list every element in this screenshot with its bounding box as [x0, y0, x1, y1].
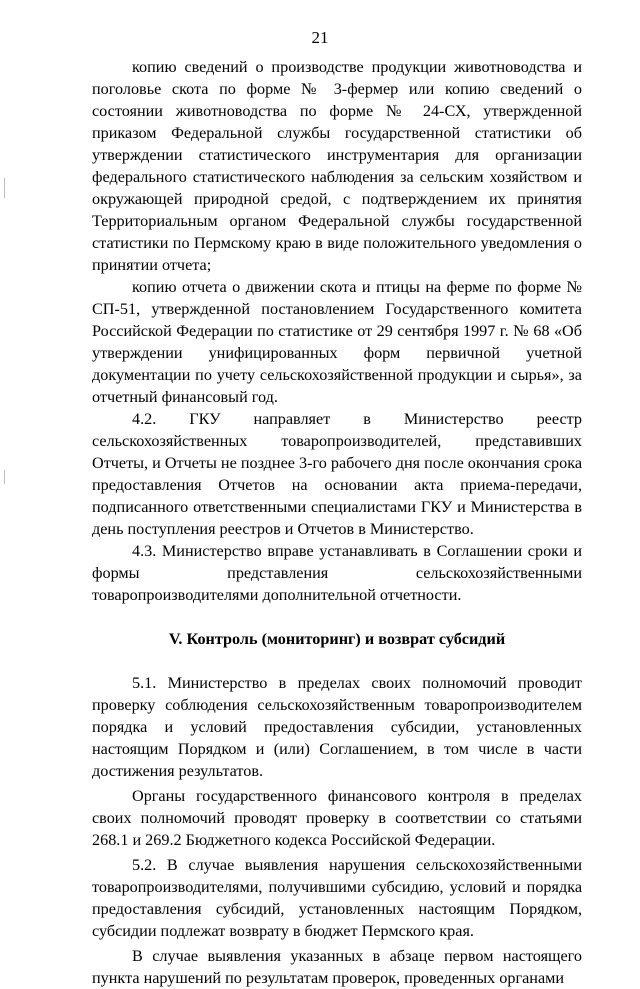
paragraph-livestock-movement-report: копию отчета о движении скота и птицы на ферме по форме № СП-51, утвержденной постановлением Государственного комитета Российской Федерации по статистике от 29 сентября 1997 г. № 68 «Об утверждении унифицированных форм первичной учетной документации по учету сельскохозяйственной продукции и сырья», за отчетный финансовый год.: [92, 278, 582, 406]
margin-mark: [4, 470, 5, 484]
document-body: [92, 56, 582, 989]
page-number: 21: [311, 28, 329, 47]
paragraph-livestock-production-info: копию сведений о производстве продукции животноводства и поголовье скота по форме № 3-фермер или копию сведений о состоянии животноводства по форме № 24-СХ, утвержденной приказом Федеральной службы государственной статистики об утверждении статистического инструментария для организации федерального статистического наблюдения за сельским хозяйством и окружающей природной средой, с подтверждением их принятия Территориальным органом Федеральной службы государственной статистики по Пермскому краю в виде положительного уведомления о принятии отчета;: [92, 58, 582, 274]
section-heading: V. Контроль (мониторинг) и возврат субсидий: [168, 630, 506, 648]
paragraph-4-3: 4.3. Министерство вправе устанавливать в Соглашении сроки и формы представления сельскохозяйственными товаропроизводителями дополнительной отчетности.: [92, 542, 582, 604]
paragraph-5-1: 5.1. Министерство в пределах своих полномочий проводит проверку соблюдения сельскохозяйственным товаропроизводителем порядка и условий предоставления субсидии, установленных настоящим Порядком и (или) Соглашением, в том числе в части достижения результатов.: [92, 674, 582, 780]
paragraph-4-2: 4.2. ГКУ направляет в Министерство реестр сельскохозяйственных товаропроизводителей, представивших Отчеты, и Отчеты не позднее 3-го рабочего дня после окончания срока предоставления Отчетов на основании акта приема-передачи, подписанного ответственными специалистами ГКУ и Министерства в день поступления реестров и Отчетов в Министерство.: [92, 410, 583, 538]
paragraph-5-2: 5.2. В случае выявления нарушения сельскохозяйственными товаропроизводителями, получившими субсидию, условий и порядка предоставления субсидий, установленных настоящим Порядком, субсидии подлежат возврату в бюджет Пермского края.: [92, 856, 582, 940]
margin-mark: [4, 178, 5, 198]
paragraph-financial-control: Органы государственного финансового контроля в пределах своих полномочий проводят проверку в соответствии со статьями 268.1 и 269.2 Бюджетного кодекса Российской Федерации.: [92, 787, 582, 849]
paragraph-violations: В случае выявления указанных в абзаце первом настоящего пункта нарушений по результатам проверок, проведенных органами: [92, 947, 582, 987]
